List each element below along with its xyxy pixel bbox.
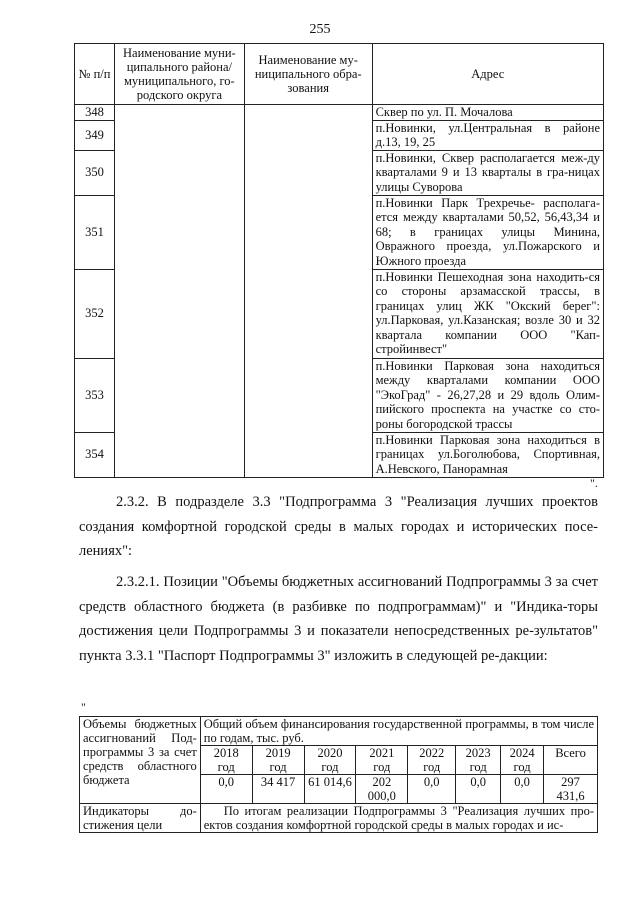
row-address: п.Новинки Парковая зона находиться в границах ул.Боголюбова, Спортивная, А.Невского, Панорамная <box>372 432 603 477</box>
budget-label: Объемы бюджетных ассигнований Под-программы 3 за счет средств областного бюджета <box>80 717 201 804</box>
header-municipality: Наименование муни-ципального района/ муниципального, го-родского округа <box>114 44 244 105</box>
row-address: п.Новинки, Сквер располагается меж-ду кварталами 9 и 13 кварталы в гра-ницах улицы Суворова <box>372 150 603 195</box>
value-cell: 61 014,6 <box>304 775 356 804</box>
indicators-row <box>80 804 598 833</box>
row-address: п.Новинки Парк Трехречье- располага-ется между кварталами 50,52, 56,43,34 и 68; в границах улицы Минина, Овражного проезда, ул.Пожарского и Южного проезда <box>372 195 603 269</box>
value-cell: 0,0 <box>408 775 456 804</box>
indicators-text: По итогам реализации Подпрограммы 3 "Реализация лучших про-ектов создания комфортной городской среды в малых городах и ис- <box>200 804 597 833</box>
row-num: 354 <box>75 432 115 477</box>
year-cell: 2024 год <box>501 746 544 775</box>
closing-quote: ". <box>590 476 598 490</box>
row-num: 350 <box>75 150 115 195</box>
page-number: 255 <box>309 22 331 37</box>
budget-row-intro <box>80 717 598 746</box>
row-num: 349 <box>75 120 115 150</box>
value-cell: 202 000,0 <box>356 775 408 804</box>
value-cell: 0,0 <box>200 775 252 804</box>
total-header: Всего <box>544 746 598 775</box>
page-bottom-margin <box>0 880 640 905</box>
row-address: п.Новинки, ул.Центральная в районе д.13, 19, 25 <box>372 120 603 150</box>
paragraph-2-3-2: 2.3.2. В подразделе 3.3 "Подпрограмма 3 "Реализация лучших проектов создания комфортной городской среды в малых городах и исторических посе-лениях": <box>79 494 598 559</box>
header-num: № п/п <box>75 44 115 105</box>
row-address: п.Новинки Пешеходная зона находить-ся со стороны арзамасской трассы, в границах улиц ЖК "Окский берег": ул.Парковая, ул.Казанская; возле 30 и 32 квартала компании ООО "Кап-стройинвест" <box>372 269 603 358</box>
row-num: 353 <box>75 358 115 432</box>
row-num: 351 <box>75 195 115 269</box>
year-cell: 2023 год <box>456 746 501 775</box>
value-cell: 0,0 <box>501 775 544 804</box>
paragraph-2-3-2-1: 2.3.2.1. Позиции "Объемы бюджетных ассигнований Подпрограммы 3 за счет средств областного бюджета (в разбивке по подпрограммам)" и "Индика-торы достижения цели Подпрограммы 3 и показатели непосредственных ре-зультатов" пункта 3.3.1 "Паспорт Подпрограммы 3" изложить в следующей ре-дакции: <box>79 574 598 664</box>
total-value: 297 431,6 <box>544 775 598 804</box>
indicators-label: Индикаторы до-стижения цели <box>80 804 201 833</box>
header-address: Адрес <box>372 44 603 105</box>
year-cell: 2020 год <box>304 746 356 775</box>
row-address: Сквер по ул. П. Мочалова <box>372 105 603 121</box>
municipality-cell <box>114 105 244 478</box>
year-cell: 2022 год <box>408 746 456 775</box>
year-cell: 2018 год <box>200 746 252 775</box>
budget-table <box>79 716 598 833</box>
row-num: 352 <box>75 269 115 358</box>
row-address: п.Новинки Парковая зона находиться между кварталами компании ООО "ЭкоГрад" - 26,27,28 и 29 вдоль Олим-пийского проспекта на участке со сто-роны богородской трассы <box>372 358 603 432</box>
address-table-header <box>75 44 604 105</box>
year-cell: 2019 год <box>252 746 304 775</box>
value-cell: 34 417 <box>252 775 304 804</box>
value-cell: 0,0 <box>456 775 501 804</box>
row-num: 348 <box>75 105 115 121</box>
budget-intro: Общий объем финансирования государственной программы, в том числе по годам, тыс. руб. <box>200 717 597 746</box>
header-formation: Наименование му-ниципального обра-зования <box>244 44 372 105</box>
table-row <box>75 105 604 121</box>
formation-cell <box>244 105 372 478</box>
opening-quote: " <box>81 700 86 714</box>
address-table <box>74 43 604 478</box>
year-cell: 2021 год <box>356 746 408 775</box>
